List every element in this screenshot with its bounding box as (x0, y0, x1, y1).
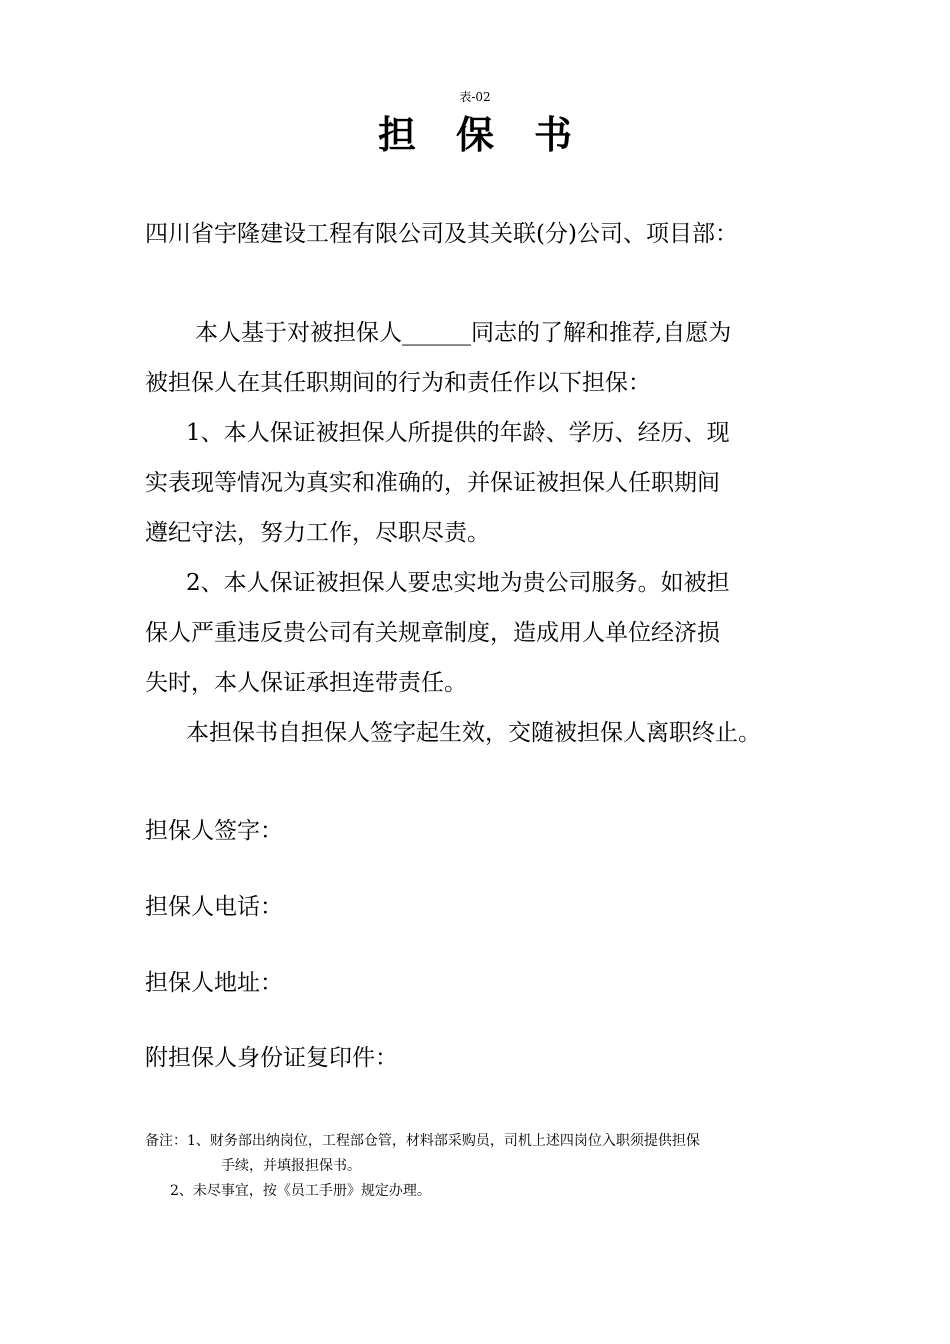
salutation: 四川省宇隆建设工程有限公司及其关联(分)公司、项目部： (145, 221, 738, 247)
address-label: 担保人地址： (145, 970, 283, 996)
signature-label: 担保人签字： (145, 818, 283, 844)
clause-2-line-2: 保人严重违反贵公司有关规章制度，造成用人单位经济损 (145, 620, 720, 646)
clause-2-line-3: 失时，本人保证承担连带责任。 (145, 670, 467, 696)
clause-1-line-2: 实表现等情况为真实和准确的，并保证被担保人任职期间 (145, 470, 720, 496)
id-copy-label: 附担保人身份证复印件： (145, 1045, 398, 1071)
clause-2-line-1: 2、本人保证被担保人要忠实地为贵公司服务。如被担 (186, 570, 730, 596)
validity-statement: 本担保书自担保人签字起生效，交随被担保人离职终止。 (186, 720, 761, 746)
note-1-line-2: 手续，并填报担保书。 (221, 1158, 361, 1174)
form-number: 表-02 (459, 90, 491, 104)
intro-line-2: 被担保人在其任职期间的行为和责任作以下担保： (145, 370, 651, 396)
clause-1-line-1: 1、本人保证被担保人所提供的年龄、学历、经历、现 (186, 420, 730, 446)
clause-1-line-3: 遵纪守法，努力工作，尽职尽责。 (145, 520, 490, 546)
note-1-line-1: 备注：1、财务部出纳岗位，工程部仓管，材料部采购员，司机上述四岗位入职须提供担保 (145, 1133, 700, 1149)
document-title: 担保书 (377, 112, 612, 157)
phone-label: 担保人电话： (145, 894, 283, 920)
intro-line-1: 本人基于对被担保人______同志的了解和推荐,自愿为 (195, 320, 732, 346)
note-2: 2、未尽事宜，按《员工手册》规定办理。 (170, 1183, 431, 1199)
